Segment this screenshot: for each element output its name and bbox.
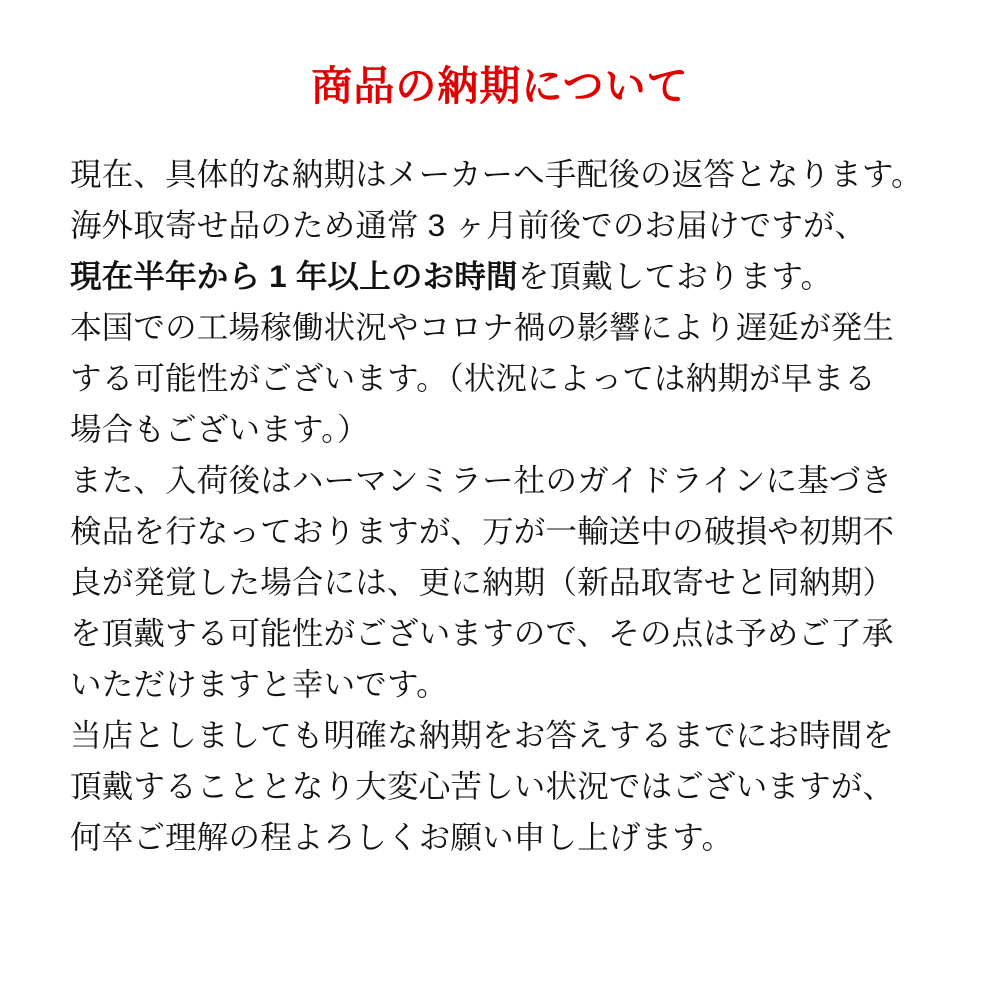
text-line <box>70 251 930 302</box>
body-text: また、入荷後はハーマンミラー社のガイドラインに基づき <box>70 462 893 499</box>
body-text: 良が発覚した場合には、更に納期（新品取寄せと同納期） <box>70 564 895 601</box>
paragraph-closing-apology <box>70 710 930 863</box>
text-line <box>70 506 930 557</box>
text-line <box>70 455 930 506</box>
text-line <box>70 659 930 710</box>
text-line <box>70 200 930 251</box>
emphasis-text: 現在半年から 1 年以上のお時間 <box>70 258 518 295</box>
body-text: 当店としましても明確な納期をお答えするまでにお時間を <box>70 717 895 754</box>
body-text: 海外取寄せ品のため通常 3 ヶ月前後でのお届けですが、 <box>70 207 867 244</box>
body-text: 場合もございます。） <box>70 411 369 448</box>
body-text: 現在、具体的な納期はメーカーへ手配後の返答となります。 <box>70 156 923 193</box>
notice-body <box>70 149 930 863</box>
text-line <box>70 302 930 353</box>
text-line <box>70 149 930 200</box>
text-line <box>70 353 930 404</box>
text-line <box>70 761 930 812</box>
paragraph-inspection-policy <box>70 455 930 710</box>
body-text: 何卒ご理解の程よろしくお願い申し上げます。 <box>70 819 734 856</box>
body-text: いただけますと幸いです。 <box>70 666 448 703</box>
body-text: する可能性がございます。（状況によっては納期が早まる <box>70 360 876 397</box>
paragraph-delay-reason <box>70 302 930 455</box>
text-line <box>70 404 930 455</box>
body-text: 頂戴することとなり大変心苦しい状況ではございますが、 <box>70 768 895 805</box>
body-text: を頂戴しております。 <box>517 258 833 295</box>
body-text: 本国での工場稼働状況やコロナ禍の影響により遅延が発生 <box>70 309 895 346</box>
text-line <box>70 710 930 761</box>
text-line <box>70 608 930 659</box>
page-title: 商品の納期について <box>311 63 689 109</box>
text-line <box>70 812 930 863</box>
body-text: を頂戴する可能性がございますので、その点は予めご了承 <box>70 615 894 652</box>
body-text: 検品を行なっておりますが、万が一輸送中の破損や初期不 <box>70 513 895 550</box>
paragraph-delivery-estimate <box>70 149 930 302</box>
text-line <box>70 557 930 608</box>
